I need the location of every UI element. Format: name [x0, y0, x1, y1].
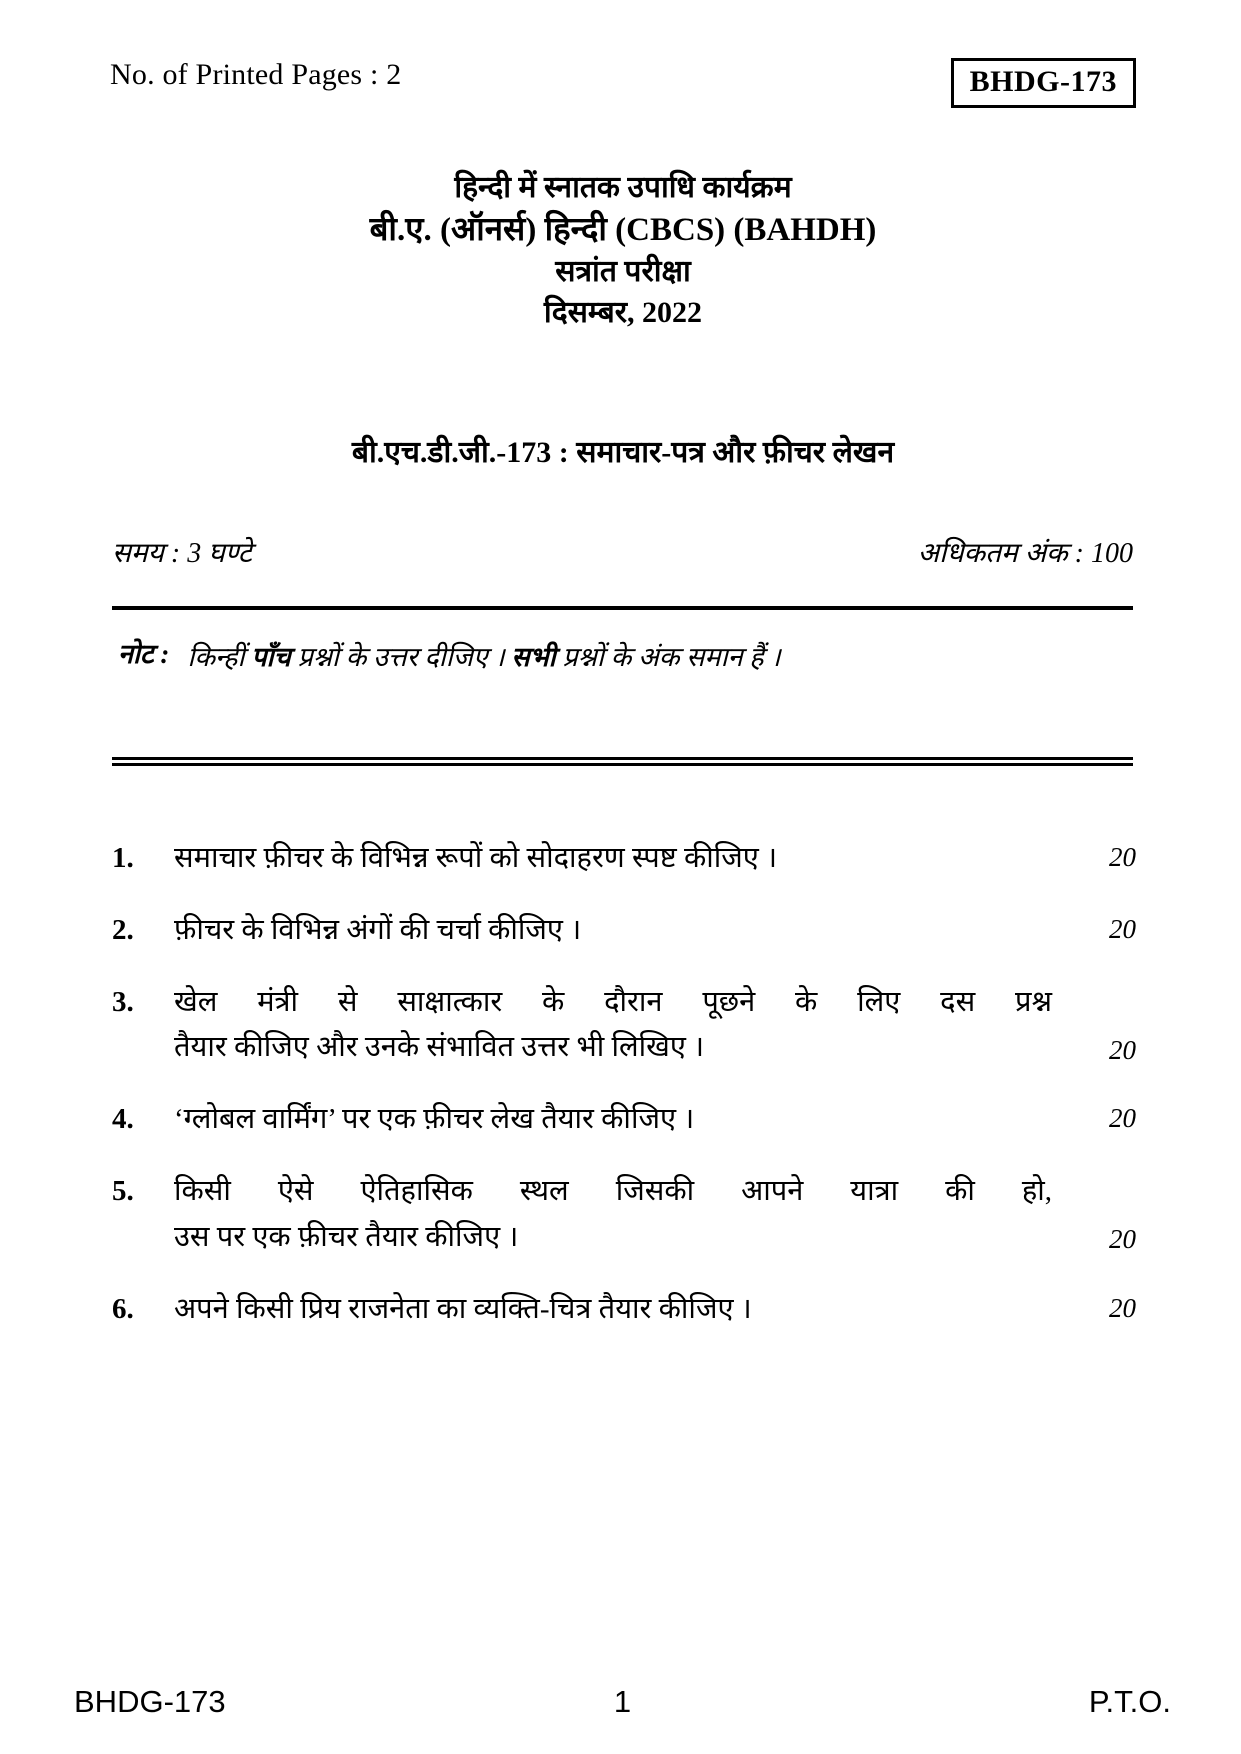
question-number: 3. [112, 985, 134, 1018]
question-item [112, 836, 1136, 882]
exam-title-block [110, 168, 1136, 333]
footer-paper-code: BHDG-173 [74, 1684, 226, 1719]
footer-page-number: 1 [613, 1684, 632, 1719]
question-marks: 20 [1109, 1224, 1136, 1255]
question-line: ‘ग्लोबल वार्मिंग’ पर एक फ़ीचर लेख तैयार कीजिए । [174, 1103, 695, 1136]
question-item [112, 1287, 1136, 1333]
note-bold-all: सभी [511, 642, 556, 672]
exam-meta-row [112, 533, 1133, 571]
question-line: किसी ऐसे ऐतिहासिक स्थल जिसकी आपने यात्रा की हो, [174, 1175, 1052, 1208]
note-bold-five: पाँच [251, 642, 291, 672]
question-line: समाचार फ़ीचर के विभिन्न रूपों को सोदाहरण स्पष्ट कीजिए । [174, 842, 778, 874]
note-text-part1: किन्हीं [187, 642, 252, 672]
question-text [174, 908, 1052, 954]
question-text [174, 980, 1052, 1072]
degree-title: बी.ए. (ऑनर्स) हिन्दी (CBCS) (BAHDH) [369, 212, 877, 249]
exam-session: दिसम्बर, 2022 [543, 295, 703, 329]
question-marks: 20 [1109, 1292, 1136, 1323]
divider-rule-top [112, 606, 1133, 610]
question-marks: 20 [1109, 1103, 1136, 1134]
question-item [112, 1169, 1136, 1261]
question-line: खेल मंत्री से साक्षात्कार के दौरान पूछने के लिए दस प्रश्न [174, 985, 1052, 1018]
footer-pto: P.T.O. [1088, 1684, 1171, 1719]
question-line: अपने किसी प्रिय राजनेता का व्यक्ति-चित्र तैयार कीजिए । [174, 1292, 752, 1325]
question-text [174, 1287, 1052, 1333]
question-marks: 20 [1109, 842, 1136, 872]
note-text [187, 634, 1133, 680]
note-label: नोट : [118, 639, 170, 669]
question-number: 6. [112, 1292, 134, 1325]
question-number: 2. [112, 913, 134, 946]
maximum-marks: अधिकतम अंक : 100 [917, 538, 1133, 569]
question-line: फ़ीचर के विभिन्न अंगों की चर्चा कीजिए । [174, 913, 582, 946]
question-line: तैयार कीजिए और उनके संभावित उत्तर भी लिखिए । [174, 1031, 705, 1064]
time-allowed: समय : 3 घण्टे [112, 538, 252, 569]
question-item [112, 1097, 1136, 1143]
page-header [110, 58, 1136, 108]
paper-code-box: BHDG-173 [951, 58, 1136, 108]
question-number: 1. [112, 842, 134, 874]
question-marks: 20 [1109, 1034, 1136, 1065]
question-text [174, 836, 1052, 882]
exam-type: सत्रांत परीक्षा [555, 255, 691, 289]
question-item [112, 980, 1136, 1072]
question-item [112, 908, 1136, 954]
instructions-note [118, 634, 1133, 680]
course-title: बी.एच.डी.जी.-173 : समाचार-पत्र और फ़ीचर लेखन [351, 436, 895, 469]
question-number: 4. [112, 1103, 134, 1136]
question-marks: 20 [1109, 913, 1136, 944]
question-line: उस पर एक फ़ीचर तैयार कीजिए । [174, 1220, 519, 1253]
divider-rule-bottom [112, 757, 1133, 766]
programme-title: हिन्दी में स्नातक उपाधि कार्यक्रम [454, 171, 792, 204]
question-text [174, 1169, 1052, 1261]
question-number: 5. [112, 1175, 134, 1208]
note-text-part2: प्रश्नों के उत्तर दीजिए । [290, 642, 512, 672]
note-text-part3: प्रश्नों के अंक समान हैं । [555, 642, 781, 672]
page-footer [74, 1684, 1171, 1720]
question-text [174, 1097, 1052, 1143]
printed-pages-label: No. of Printed Pages : 2 [110, 58, 402, 91]
questions-list [112, 836, 1136, 1359]
